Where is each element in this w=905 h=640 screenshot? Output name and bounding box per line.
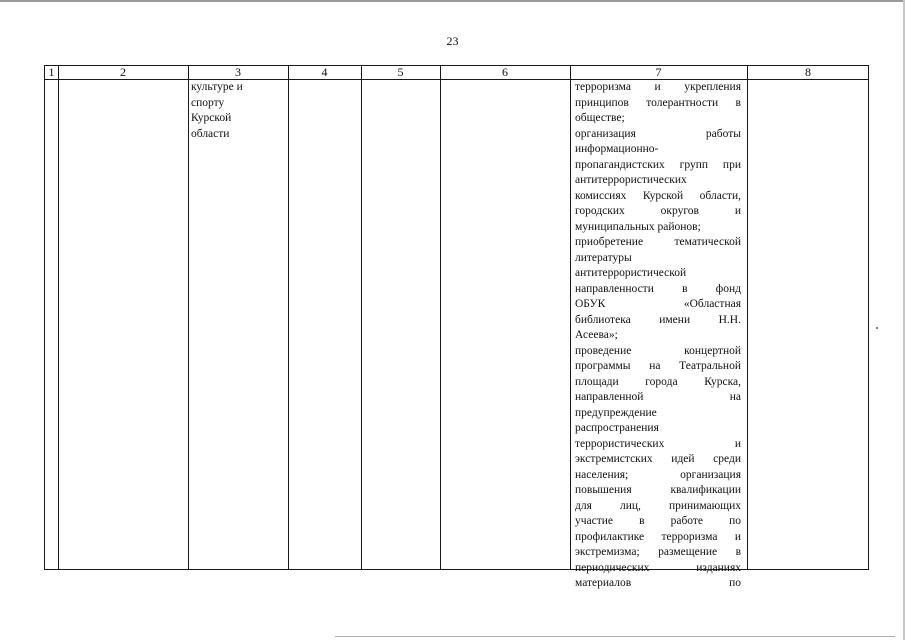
column-7-line: принципов толерантности в [575,96,741,109]
column-7-line: экстремистских идей среди [575,453,741,465]
column-7-line: обществе; [575,112,625,124]
column-7-line: населения; организация [575,468,741,481]
column-header-8: 8 [805,65,811,79]
column-header-5: 5 [397,65,404,79]
column-divider-1 [58,66,59,569]
column-7-line: материалов по [575,577,741,589]
column-7-line: антитеррористической [575,267,687,279]
column-7-line: организация работы [575,127,741,140]
scan-edge-bottom [335,636,895,637]
scan-edge-top [0,0,905,2]
column-7-line: предупреждение [575,406,657,419]
column-3-cell [191,80,285,142]
column-3-line: спорту [191,96,225,109]
column-header-2: 2 [120,65,126,79]
column-7-line: ОБУК «Областная [575,298,741,310]
column-header-6: 6 [502,65,508,79]
column-7-line: информационно- [575,143,659,155]
column-7-line: распространения [575,422,659,434]
column-7-line: профилактике терроризма и [575,530,741,543]
column-7-line: комиссиях Курской области, [575,189,741,202]
document-table [44,65,869,589]
column-7-line: терроризма и укрепления [575,81,741,93]
column-header-7: 7 [655,65,662,79]
scan-speck [876,327,878,329]
column-divider-2 [188,66,189,569]
column-divider-4 [361,66,362,569]
column-7-line: участие в работе по [575,515,741,527]
column-divider-6 [570,66,571,569]
column-7-line: для лиц, принимающих [575,499,741,512]
column-7-line: направленности в фонд [575,282,741,295]
column-7-line: террористических и [575,437,741,450]
column-divider-7 [747,66,748,569]
column-7-line: антитеррористических [575,174,687,186]
column-7-line: приобретение тематической [575,236,741,248]
column-divider-3 [288,66,289,569]
column-header-3: 3 [235,65,241,79]
column-7-cell [575,80,741,592]
column-7-line: повышения квалификации [575,484,741,496]
header-row-divider [45,79,868,80]
column-7-line: муниципальных районов; [575,220,701,233]
column-7-line: площади города Курска, [575,375,741,388]
column-7-line: литературы [575,251,632,264]
column-7-line: библиотека имени Н.Н. [575,313,741,326]
column-7-line: экстремизма; размещение в [575,546,741,558]
column-divider-5 [440,66,441,569]
column-7-line: направленной на [575,391,741,403]
column-7-line: периодических изданиях [575,561,741,574]
column-header-4: 4 [321,65,328,79]
column-header-1: 1 [48,65,55,79]
column-7-line: городских округов и [575,205,741,217]
column-3-line: культуре и [191,81,243,93]
column-7-line: пропагандистских групп при [575,158,741,171]
column-7-line: проведение концертной [575,344,741,357]
column-7-line: Асеева»; [575,329,618,341]
page-number: 23 [446,34,459,48]
column-7-line: программы на Театральной [575,360,741,372]
column-3-line: Курской [191,112,232,124]
column-3-line: области [191,127,230,140]
